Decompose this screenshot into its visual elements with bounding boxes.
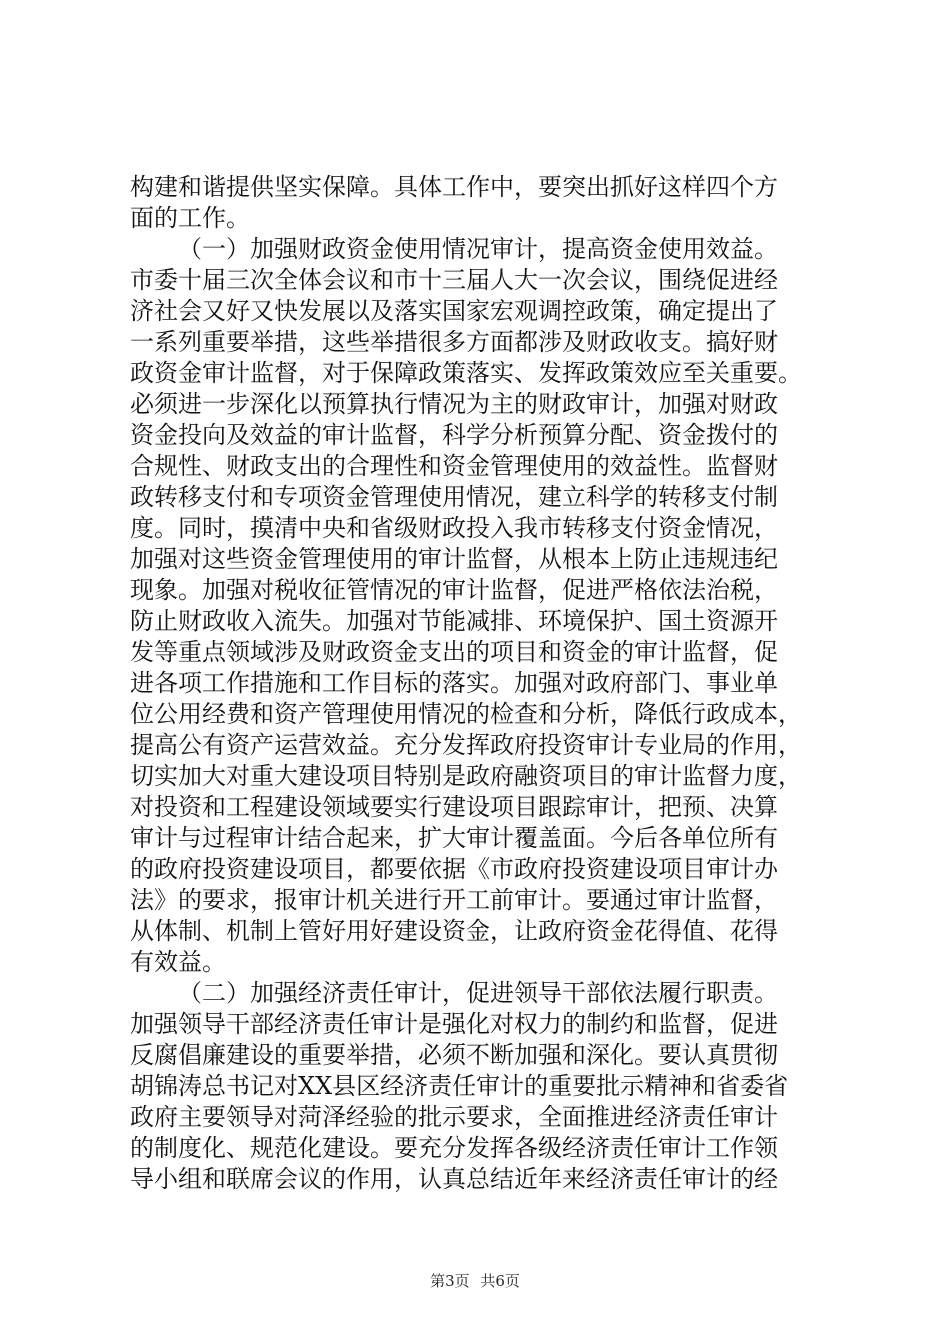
- text-line: 提高公有资产运营效益。充分发挥政府投资审计专业局的作用，: [130, 731, 802, 759]
- text-line: 的制度化、规范化建设。要充分发挥各级经济责任审计工作领: [130, 1134, 778, 1162]
- page-footer: [0, 1270, 950, 1291]
- text-line: 加强领导干部经济责任审计是强化对权力的制约和监督，促进: [130, 1010, 778, 1038]
- text-line: 防止财政收入流失。加强对节能减排、环境保护、国土资源开: [130, 607, 778, 635]
- page-number: 第3页: [430, 1272, 470, 1290]
- text-line: 政府主要领导对菏泽经验的批示要求，全面推进经济责任审计: [130, 1103, 778, 1131]
- text-line: 必须进一步深化以预算执行情况为主的财政审计，加强对财政: [130, 390, 778, 418]
- text-line: 加强对这些资金管理使用的审计监督，从根本上防止违规违纪: [130, 545, 778, 573]
- section-heading-1: （一）加强财政资金使用情况审计，提高资金使用效益。: [178, 235, 778, 263]
- text-line: 资金投向及效益的审计监督，科学分析预算分配、资金拨付的: [130, 421, 778, 449]
- text-line: 政资金审计监督，对于保障政策落实、发挥政策效应至关重要。: [130, 359, 802, 387]
- text-line: 切实加大对重大建设项目特别是政府融资项目的审计监督力度，: [130, 762, 802, 790]
- text-line: 从体制、机制上管好用好建设资金，让政府资金花得值、花得: [130, 917, 778, 945]
- text-line: 胡锦涛总书记对XX县区经济责任审计的重要批示精神和省委省: [130, 1072, 789, 1100]
- text-line: 度。同时，摸清中央和省级财政投入我市转移支付资金情况，: [130, 514, 778, 542]
- text-line: 面的工作。: [130, 204, 250, 232]
- text-line: 法》的要求，报审计机关进行开工前审计。要通过审计监督，: [130, 886, 778, 914]
- text-line: 构建和谐提供坚实保障。具体工作中，要突出抓好这样四个方: [130, 173, 778, 201]
- text-line: 的政府投资建设项目，都要依据《市政府投资建设项目审计办: [130, 855, 778, 883]
- text-line: 导小组和联席会议的作用，认真总结近年来经济责任审计的经: [130, 1165, 778, 1193]
- text-line: 市委十届三次全体会议和市十三届人大一次会议，围绕促进经: [130, 266, 778, 294]
- text-line: 位公用经费和资产管理使用情况的检查和分析，降低行政成本，: [130, 700, 802, 728]
- section-heading-2: （二）加强经济责任审计，促进领导干部依法履行职责。: [178, 979, 778, 1007]
- text-line: 政转移支付和专项资金管理使用情况，建立科学的转移支付制: [130, 483, 778, 511]
- document-body: [130, 172, 842, 1195]
- text-line: 有效益。: [130, 948, 226, 976]
- text-line: 审计与过程审计结合起来，扩大审计覆盖面。今后各单位所有: [130, 824, 778, 852]
- text-line: 现象。加强对税收征管情况的审计监督，促进严格依法治税，: [130, 576, 778, 604]
- text-line: 发等重点领域涉及财政资金支出的项目和资金的审计监督，促: [130, 638, 778, 666]
- text-line: 一系列重要举措，这些举措很多方面都涉及财政收支。搞好财: [130, 328, 778, 356]
- text-line: 合规性、财政支出的合理性和资金管理使用的效益性。监督财: [130, 452, 778, 480]
- text-line: 对投资和工程建设领域要实行建设项目跟踪审计，把预、决算: [130, 793, 778, 821]
- text-line: 进各项工作措施和工作目标的落实。加强对政府部门、事业单: [130, 669, 778, 697]
- page-total: 共6页: [480, 1272, 520, 1290]
- text-line: 反腐倡廉建设的重要举措，必须不断加强和深化。要认真贯彻: [130, 1041, 778, 1069]
- text-line: 济社会又好又快发展以及落实国家宏观调控政策，确定提出了: [130, 297, 778, 325]
